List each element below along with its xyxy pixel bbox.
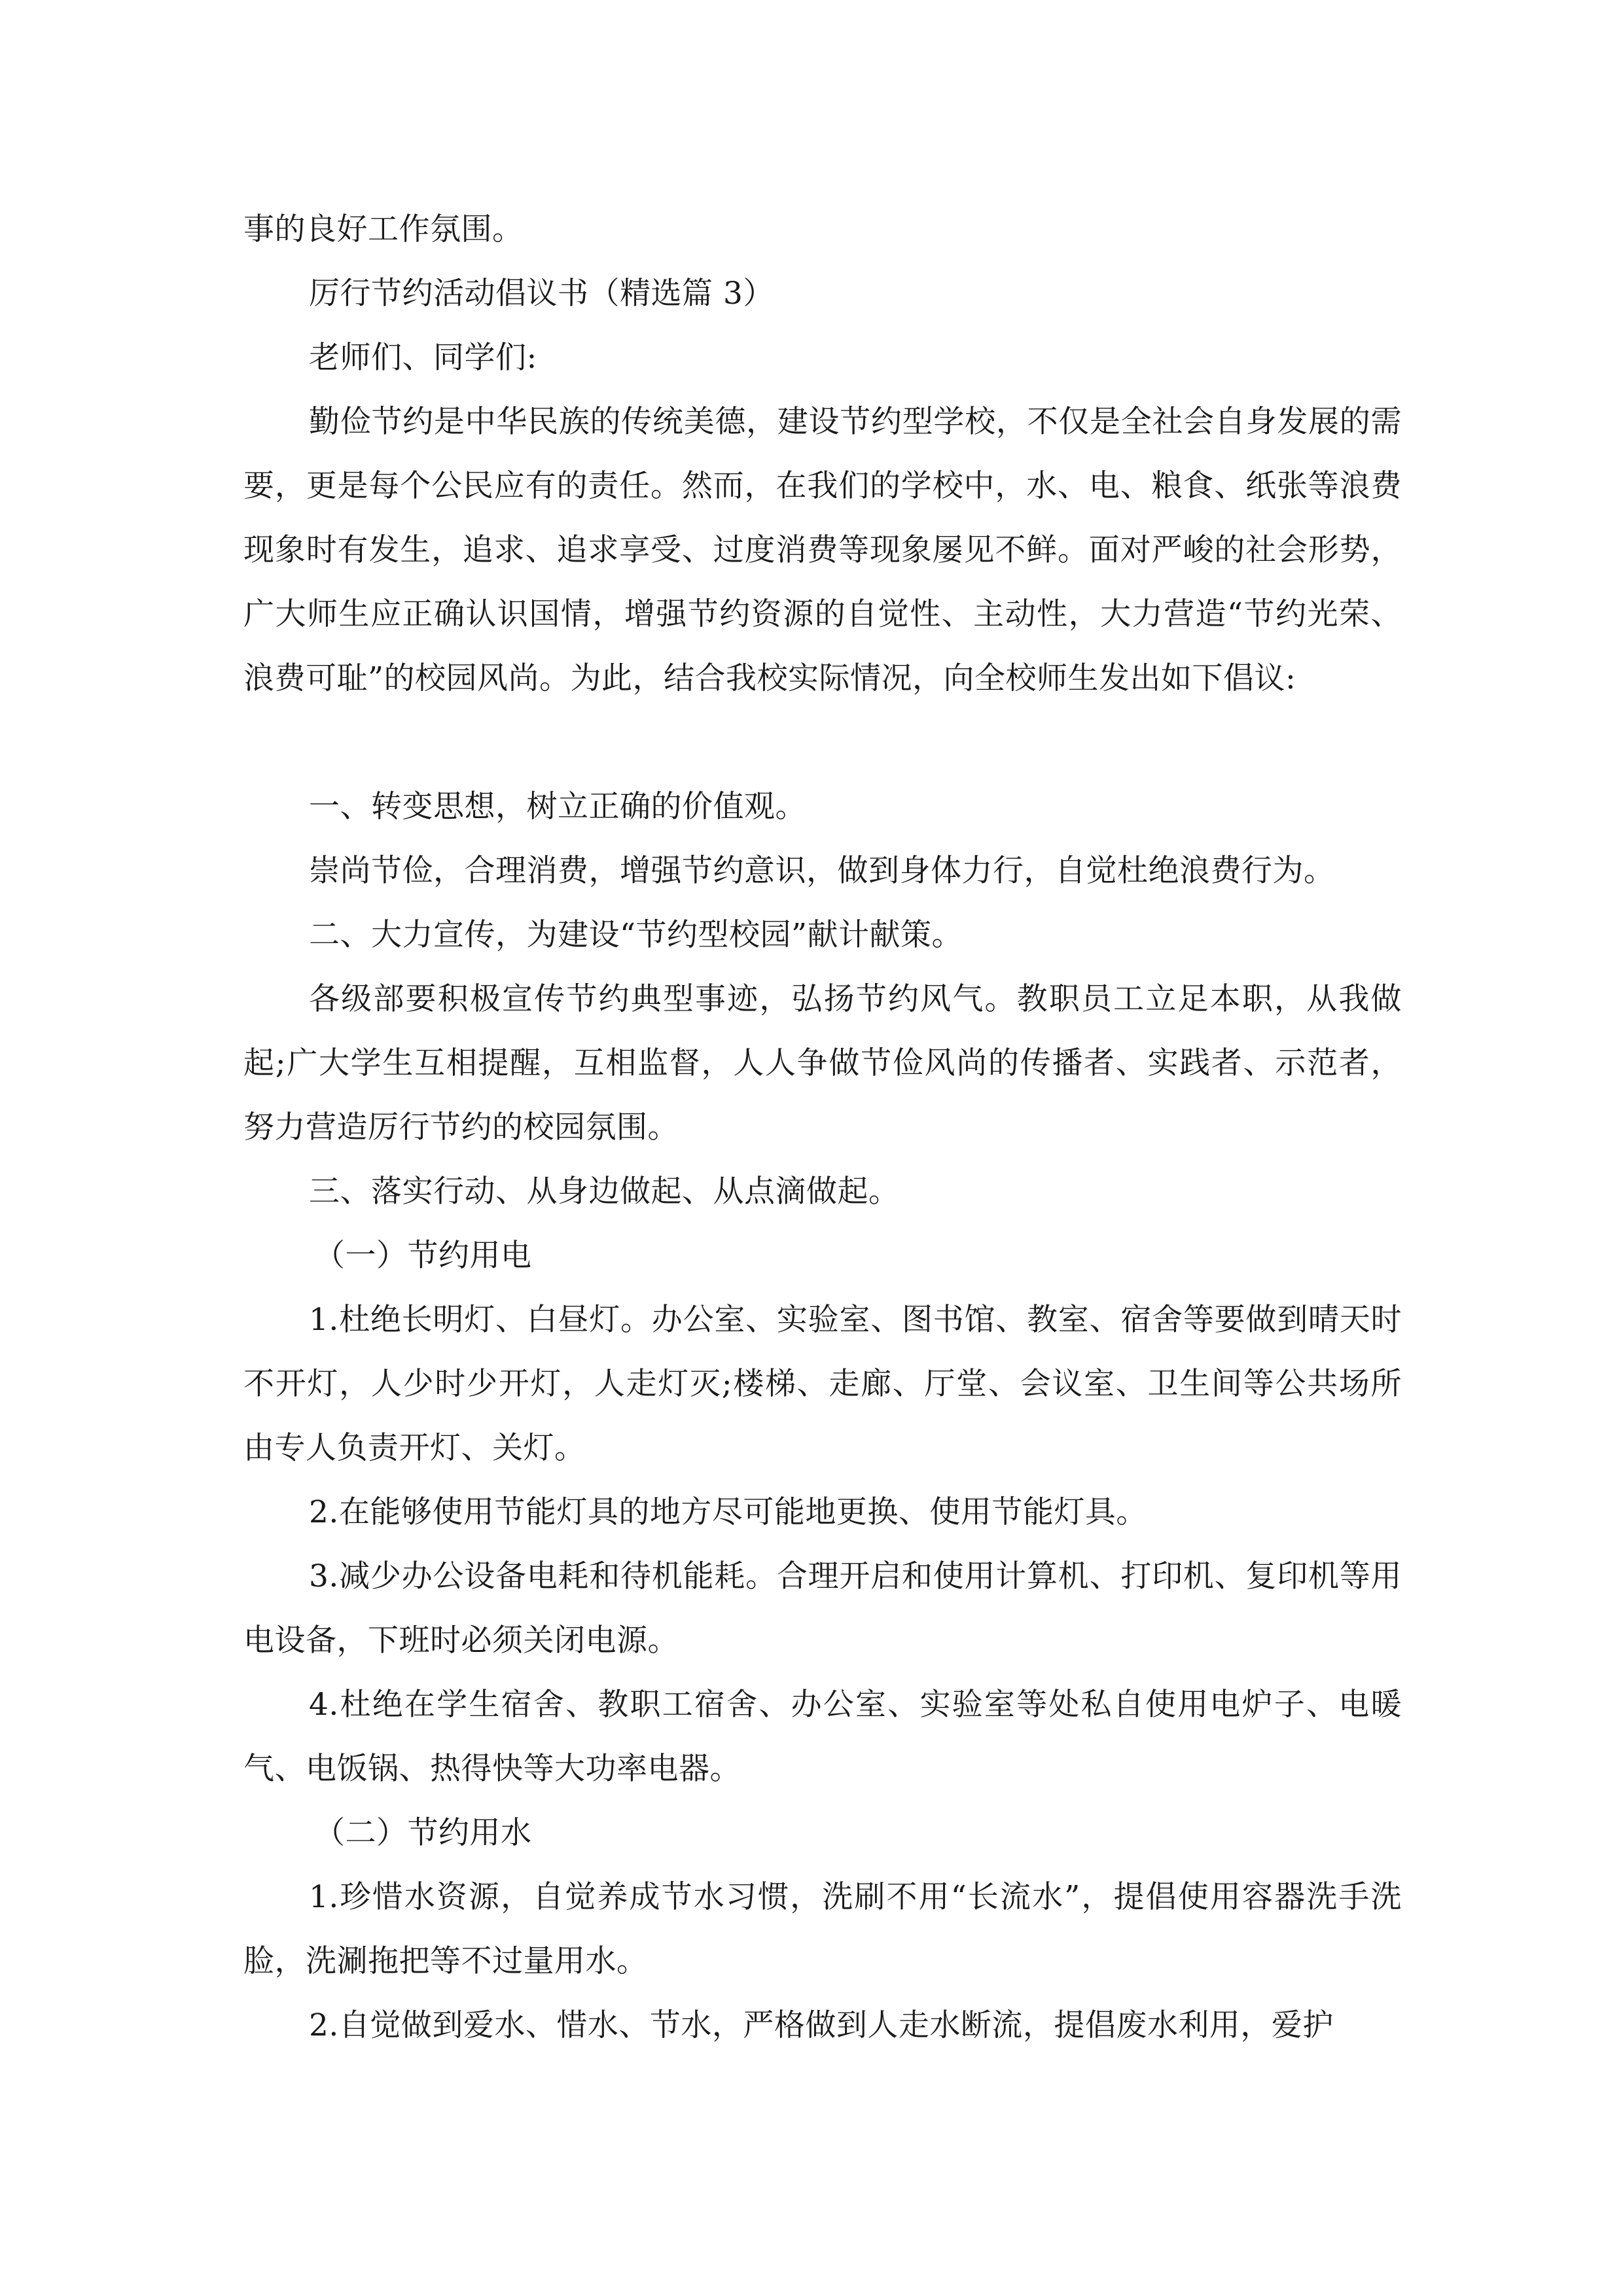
section-title: 厉行节约活动倡议书（精选篇 3） [309,276,774,312]
list-item: 2.在能够使用节能灯具的地方尽可能地更换、使用节能灯具。 [309,1494,1147,1530]
paragraph-one: 崇尚节俭，合理消费，增强节约意识，做到身体力行，自觉杜绝浪费行为。 [309,853,1335,889]
subheading-electricity: （一）节约用电 [314,1238,532,1274]
heading-two: 二、大力宣传，为建设“节约型校园”献计献策。 [309,917,963,953]
heading-three: 三、落实行动、从身边做起、从点滴做起。 [309,1174,900,1210]
list-item: 4.杜绝在学生宿舍、教职工宿舍、办公室、实验室等处私自使用电炉子、电暖气、电饭锅、热得快等大功率电器。 [243,1687,1402,1787]
list-item: 1.杜绝长明灯、白昼灯。办公室、实验室、图书馆、教室、宿舍等要做到晴天时不开灯，人少时少开灯，人走灯灭;楼梯、走廊、厅堂、会议室、卫生间等公共场所由专人负责开灯、关灯。 [243,1302,1402,1466]
heading-one: 一、转变思想，树立正确的价值观。 [309,789,806,825]
list-item: 3.减少办公设备电耗和待机能耗。合理开启和使用计算机、打印机、复印机等用电设备，下班时必须关闭电源。 [243,1558,1402,1659]
subheading-water: （二）节约用水 [314,1815,532,1851]
continuation-line: 事的良好工作氛围。 [243,211,524,247]
salutation: 老师们、同学们: [309,340,537,376]
intro-paragraph: 勤俭节约是中华民族的传统美德，建设节约型学校，不仅是全社会自身发展的需要，更是每个公民应有的责任。然而，在我们的学校中，水、电、粮食、纸张等浪费现象时有发生，追求、追求享受、过度消费等现象屡见不鲜。面对严峻的社会形势，广大师生应正确认识国情，增强节约资源的自觉性、主动性，大力营造“节约光荣、浪费可耻”的校园风尚。为此，结合我校实际情况，向全校师生发出如下倡议: [243,404,1402,696]
paragraph-two: 各级部要积极宣传节约典型事迹，弘扬节约风气。教职员工立足本职，从我做起;广大学生互相提醒，互相监督，人人争做节俭风尚的传播者、实践者、示范者，努力营造厉行节约的校园氛围。 [243,981,1402,1145]
list-item: 1.珍惜水资源，自觉养成节水习惯，洗刷不用“长流水”，提倡使用容器洗手洗脸，洗涮拖把等不过量用水。 [243,1879,1402,1979]
list-item: 2.自觉做到爱水、惜水、节水，严格做到人走水断流，提倡废水利用，爱护 [309,2007,1334,2043]
